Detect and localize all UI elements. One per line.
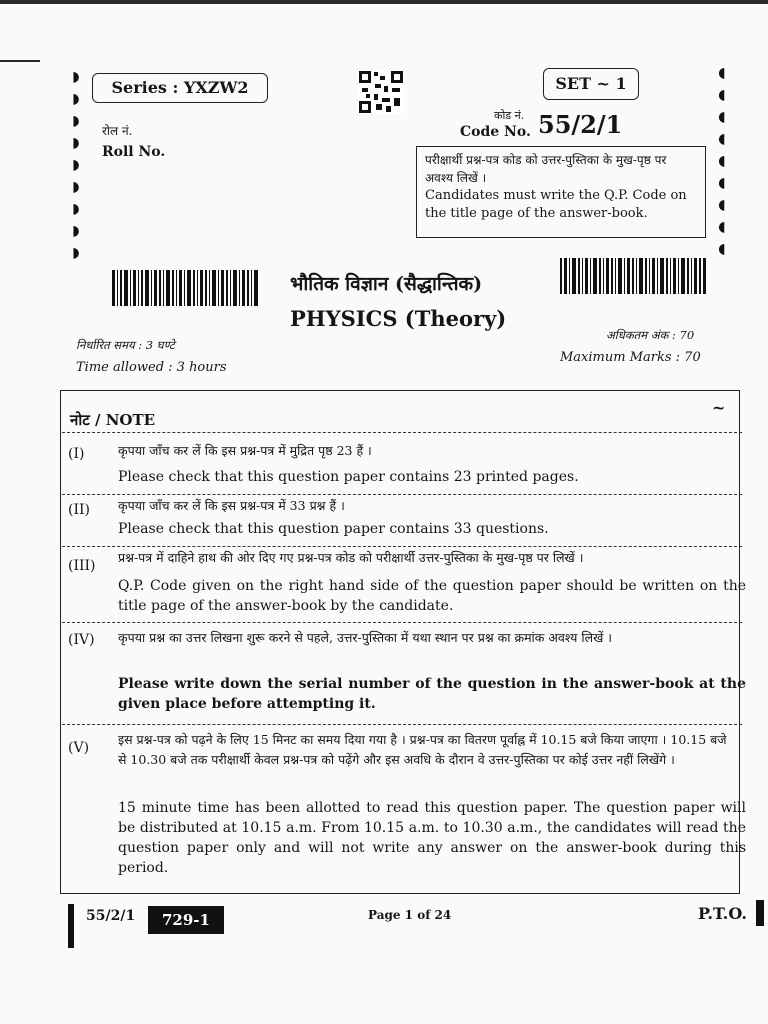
time-allowed: Time allowed : 3 hours [76,360,227,375]
footer-bar [68,904,74,948]
roll-no-label: Roll No. [102,144,166,160]
note-divider [62,494,742,495]
pto-label: P.T.O. [698,904,747,923]
note-item-number: (III) [68,558,96,574]
barcode-right-icon [560,258,706,294]
page-number: Page 1 of 24 [368,908,452,922]
note-item-english: Please write down the serial number of the question in the answer-book at the given place before attempting it. [118,676,746,712]
subject-title: PHYSICS (Theory) [290,306,507,331]
note-item-hindi: कृपया जाँच कर लें कि इस प्रश्न-पत्र में 33 प्रश्न हैं । [118,498,345,513]
note-item-english: 15 minute time has been allotted to read this question paper. The question paper will be distributed at 10.15 a.m. From 10.15 a.m. to 10.30 a.m., the candidates will read the question paper only and will not write any answer on the answer-book during this period. [118,800,746,876]
page-top-edge [0,0,768,4]
note-item-number: (II) [68,502,90,518]
max-marks: Maximum Marks : 70 [560,350,701,365]
note-divider [62,622,742,623]
note-item-number: (I) [68,446,85,462]
note-divider [62,546,742,547]
note-item-english: Q.P. Code given on the right hand side of the question paper should be written on the title page of the answer-book by the candidate. [118,578,746,614]
right-edge-mark [756,900,764,926]
roll-no-label-hindi: रोल नं. [102,124,133,138]
candidate-instruction-hindi: परीक्षार्थी प्रश्न-पत्र कोड को उत्तर-पुस्तिका के मुख-पृष्ठ पर अवश्य लिखें । [425,153,667,185]
note-item-hindi: कृपया प्रश्न का उत्तर लिखना शुरू करने से पहले, उत्तर-पुस्तिका में यथा स्थान पर प्रश्न का क्रमांक अवश्य लिखें । [118,630,613,645]
note-title: नोट / NOTE [70,411,156,429]
right-margin-marks: ◖ ◖ ◖ ◖ ◖ ◖ ◖ ◖ ◖ [718,65,726,257]
barcode-left-icon [112,270,258,306]
note-item-english: Please check that this question paper contains 23 printed pages. [118,469,579,485]
series-box: Series : YXZW2 [92,73,268,103]
code-no-label: Code No. [460,124,531,140]
note-corner-mark: ~ [712,398,726,417]
set-box: SET ~ 1 [543,68,639,100]
note-item-hindi: प्रश्न-पत्र में दाहिने हाथ की ओर दिए गए प्रश्न-पत्र कोड को परीक्षार्थी उत्तर-पुस्तिका के मुख-पृष्ठ पर लिखें । [118,550,584,565]
time-allowed-hindi: निर्धारित समय : 3 घण्टे [76,338,175,352]
note-item-number: (IV) [68,632,95,648]
note-item-number: (V) [68,740,90,756]
page-left-rule [0,60,40,62]
left-margin-marks: ◗ ◗ ◗ ◗ ◗ ◗ ◗ ◗ ◗ [72,69,80,261]
candidate-instruction-english: Candidates must write the Q.P. Code on the title page of the answer-book. [425,188,687,221]
note-divider [62,724,742,725]
footer-paper-number: 729-1 [148,906,224,934]
code-no-value: 55/2/1 [538,110,623,139]
footer-code: 55/2/1 [86,908,136,924]
note-item-english: Please check that this question paper contains 33 questions. [118,521,549,537]
code-no-label-hindi: कोड नं. [494,109,525,122]
candidate-instruction-box [416,146,706,238]
max-marks-hindi: अधिकतम अंक : 70 [606,328,695,342]
note-item-hindi: इस प्रश्न-पत्र को पढ़ने के लिए 15 मिनट का समय दिया गया है । प्रश्न-पत्र का वितरण पूर्वाह्न में 10.15 बजे किया जाएगा । 10.15 बजे से 10.30 बजे तक परीक्षार्थी केवल प्रश्न-पत्र को पढ़ेंगे और इस अवधि के दौरान वे उत्तर-पुस्तिका पर कोई उत्तर नहीं लिखेंगे । [118,732,727,767]
note-divider [62,432,742,433]
subject-title-hindi: भौतिक विज्ञान (सैद्धान्तिक) [290,273,483,295]
note-item-hindi: कृपया जाँच कर लें कि इस प्रश्न-पत्र में मुद्रित पृष्ठ 23 हैं । [118,443,372,458]
qr-code-icon [358,70,404,114]
